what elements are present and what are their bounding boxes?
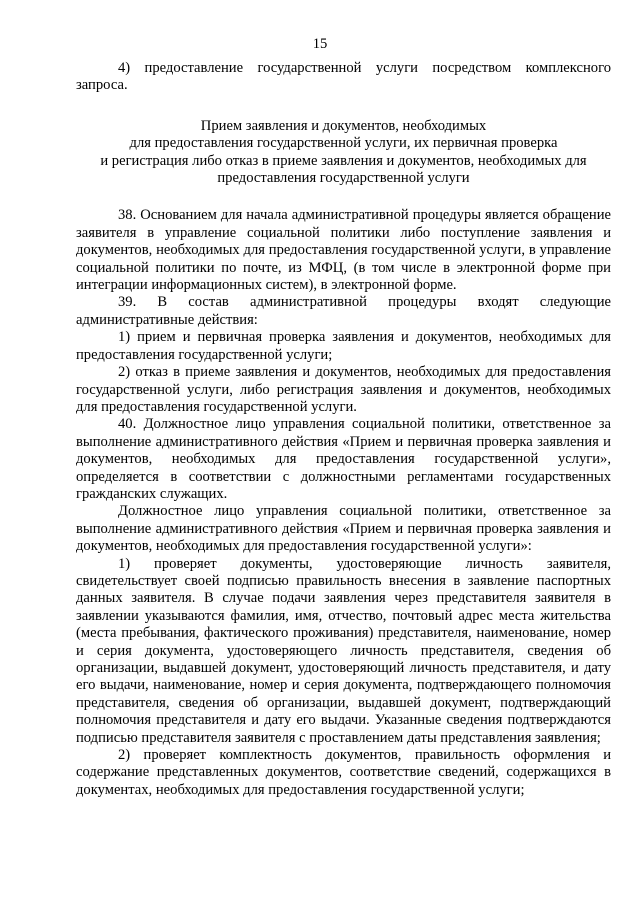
paragraph-38: 38. Основанием для начала административной процедуры является обращение заявителя в управление социальной политики либо поступление заявления и документов, необходимых для предоставления государственной услуги, в управление социальной политики по почте, из МФЦ, (в том числе в электронной форме при интеграции информационных систем), в электронной форме. (76, 207, 611, 294)
paragraph-duty-item-1: 1) проверяет документы, удостоверяющие личность заявителя, свидетельствует своей подписью правильность внесения в заявление паспортных данных заявителя. В случае подачи заявления через представителя заявителя в заявлении указываются фамилия, имя, отчество, почтовый адрес места жительства (места пребывания, фактического проживания) представителя, наименование, номер и серия документа, удостоверяющего личность представителя, сведения об организации, выдавшей документ, удостоверяющий личность представителя, и дату его выдачи, наименование, номер и серия документа, подтверждающего полномочия представителя, сведения об организации, выдавшей документ, подтверждающий полномочия представителя и дату его выдачи. Указанные сведения подтверждаются подписью представителя заявителя с проставлением даты представления заявления; (76, 555, 611, 746)
section-heading-line: и регистрация либо отказ в приеме заявления и документов, необходимых для (100, 152, 587, 169)
section-heading (76, 118, 611, 188)
page-number: 15 (312, 36, 328, 52)
paragraph-duty-item-2: 2) проверяет комплектность документов, правильность оформления и содержание представленных документов, соответствие сведений, содержащихся в документах, необходимых для предоставления государственной услуги; (76, 747, 611, 798)
paragraph-official-duties: Должностное лицо управления социальной политики, ответственное за выполнение административного действия «Прием и первичная проверка заявления и документов, необходимых для предоставления государственной услуги»: (76, 503, 611, 555)
document-body (76, 60, 611, 799)
section-heading-line: предоставления государственной услуги (217, 170, 470, 187)
paragraph-39-item-1: 1) прием и первичная проверка заявления и документов, необходимых для предоставления государственной услуги; (76, 329, 611, 363)
section-heading-line: Прием заявления и документов, необходимых (200, 117, 487, 134)
section-heading-line: для предоставления государственной услуги, их первичная проверка (129, 135, 558, 152)
paragraph-39: 39. В состав административной процедуры входят следующие административные действия: (76, 294, 611, 328)
paragraph-40: 40. Должностное лицо управления социальной политики, ответственное за выполнение административного действия «Прием и первичная проверка заявления и документов, необходимых для предоставления государственной услуги», определяется в соответствии с должностными регламентами государственных гражданских служащих. (76, 416, 611, 502)
paragraph-39-item-2: 2) отказ в приеме заявления и документов, необходимых для предоставления государственной услуги, либо регистрация заявления и документов, необходимых для предоставления государственной услуги. (76, 364, 611, 415)
intro-paragraph: 4) предоставление государственной услуги посредством комплексного запроса. (76, 60, 611, 94)
